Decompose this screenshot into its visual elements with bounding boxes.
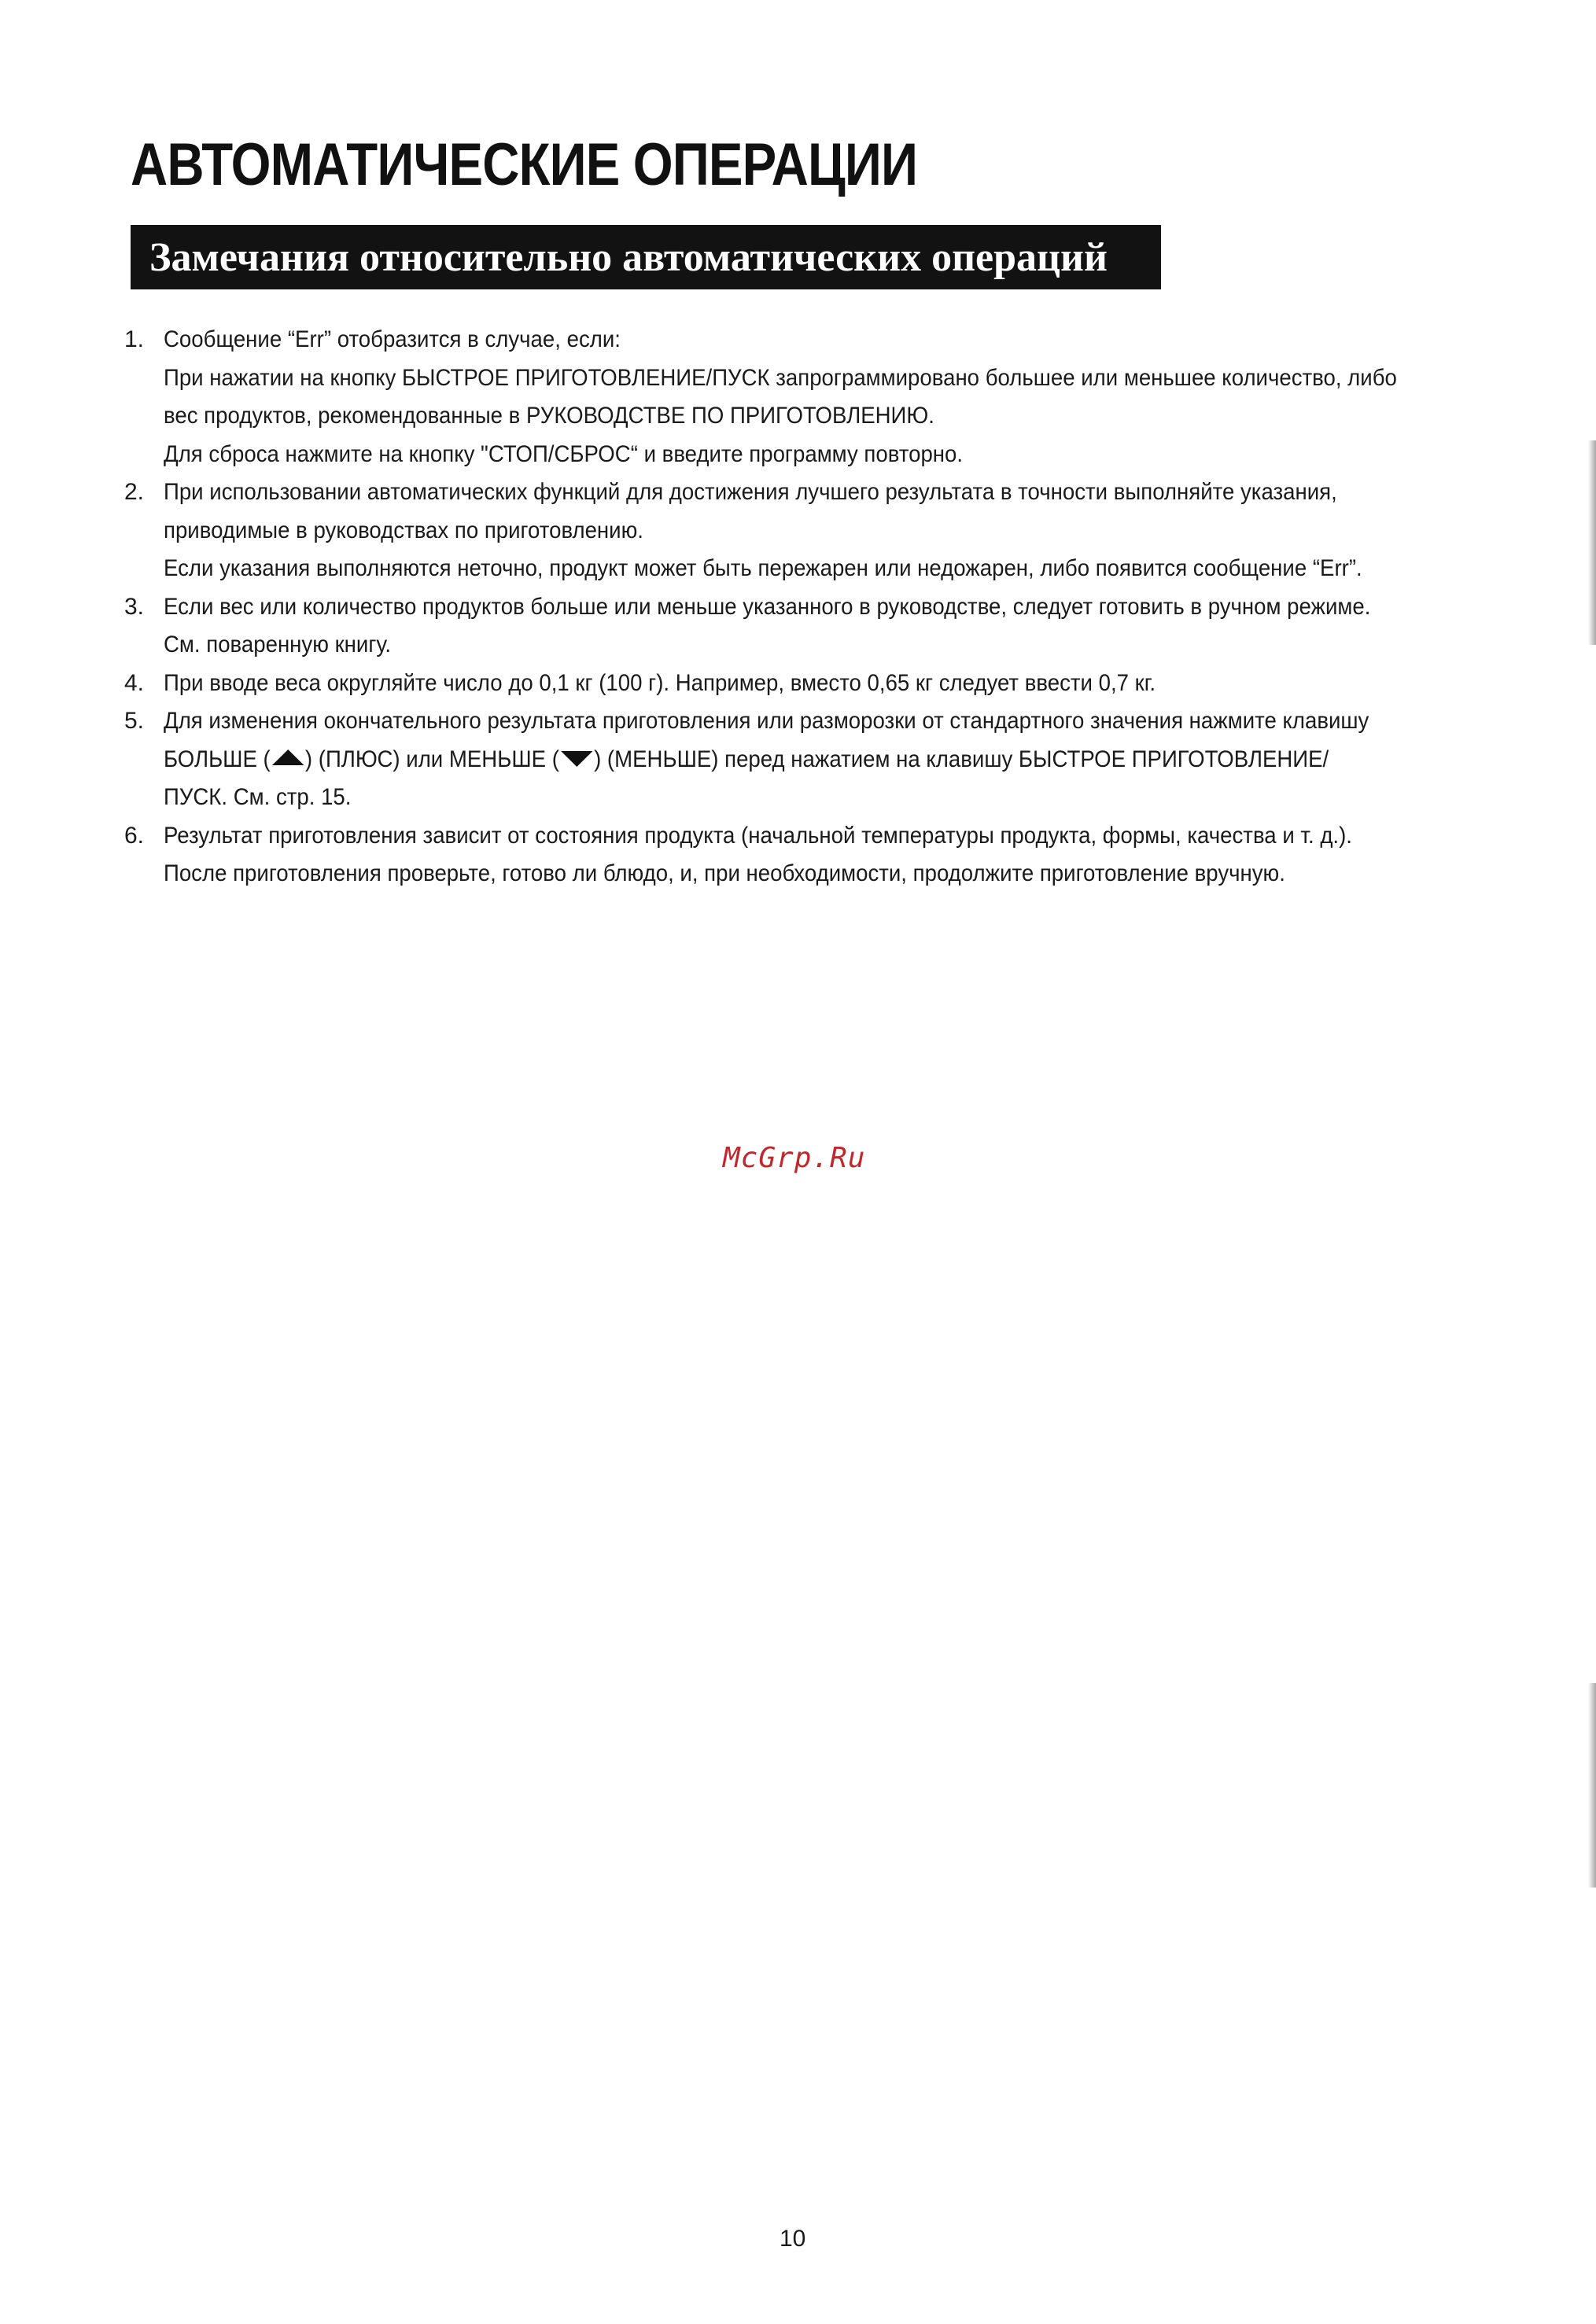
section-title: Замечания относительно автоматических операций: [149, 234, 1108, 280]
triangle-down-icon: [561, 751, 592, 767]
note-line-with-icons: [164, 741, 1375, 779]
section-banner: [131, 225, 1161, 289]
note-number: 2.: [124, 479, 145, 505]
triangle-up-icon: [272, 749, 304, 765]
page-number: 10: [780, 2226, 806, 2252]
note-line: Для изменения окончательного результата приготовления или разморозки от стандартного значения нажмите клавишу: [164, 708, 1369, 734]
note-line: вес продуктов, рекомендованные в РУКОВОДСТВЕ ПО ПРИГОТОВЛЕНИЮ.: [164, 403, 934, 429]
note-text: ) (ПЛЮС) или МЕНЬШЕ (: [304, 746, 559, 772]
note-number: 4.: [124, 669, 145, 696]
note-number: 6.: [124, 822, 145, 849]
note-text: БОЛЬШЕ (: [164, 746, 271, 772]
note-item-5: [124, 702, 1480, 817]
note-line: При нажатии на кнопку БЫСТРОЕ ПРИГОТОВЛЕНИЕ/ПУСК запрограммировано большее или меньшее количество, либо: [164, 364, 1397, 391]
note-number: 3.: [124, 593, 145, 620]
note-body: [164, 665, 1480, 703]
note-text: ) (МЕНЬШЕ) перед нажатием на клавишу БЫСТРОЕ ПРИГОТОВЛЕНИЕ/: [594, 746, 1329, 772]
notes-list: [124, 321, 1480, 893]
note-number: 5.: [124, 708, 145, 734]
note-item-6: [124, 817, 1480, 893]
note-number: 1.: [124, 326, 145, 352]
scan-edge-shadow: [1588, 1683, 1596, 1888]
note-body: [164, 473, 1480, 588]
note-line: приводимые в руководствах по приготовлению.: [164, 517, 643, 543]
note-line: Сообщение “Err” отобразится в случае, если:: [164, 326, 621, 352]
scan-edge-shadow: [1588, 440, 1596, 645]
note-line: После приготовления проверьте, готово ли блюдо, и, при необходимости, продолжите приготовление вручную.: [164, 860, 1285, 886]
note-body: [164, 588, 1480, 665]
note-body: [164, 817, 1480, 893]
note-body: [164, 321, 1504, 473]
note-body: [164, 702, 1480, 817]
note-item-3: [124, 588, 1480, 665]
note-item-4: [124, 665, 1480, 703]
note-line: Результат приготовления зависит от состояния продукта (начальной температуры продукта, формы, качества и т. д.).: [164, 822, 1352, 849]
note-line: При использовании автоматических функций для достижения лучшего результата в точности выполняйте указания,: [164, 479, 1337, 505]
watermark: McGrp.Ru: [723, 1142, 866, 1174]
note-line: Если указания выполняются неточно, продукт может быть пережарен или недожарен, либо появится сообщение “Err”.: [164, 555, 1362, 581]
page-title: АВТОМАТИЧЕСКИЕ ОПЕРАЦИИ: [131, 131, 918, 198]
note-line: Если вес или количество продуктов больше или меньше указанного в руководстве, следует готовить в ручном режиме.: [164, 593, 1371, 620]
note-line: При вводе веса округляйте число до 0,1 кг (100 г). Например, вместо 0,65 кг следует ввести 0,7 кг.: [164, 669, 1156, 696]
note-line: ПУСК. См. стр. 15.: [164, 784, 352, 810]
note-line: Для сброса нажмите на кнопку "СТОП/СБРОС“ и введите программу повторно.: [164, 440, 964, 467]
note-item-2: [124, 473, 1480, 588]
note-item-1: [124, 321, 1480, 473]
note-line: См. поваренную книгу.: [164, 632, 392, 657]
